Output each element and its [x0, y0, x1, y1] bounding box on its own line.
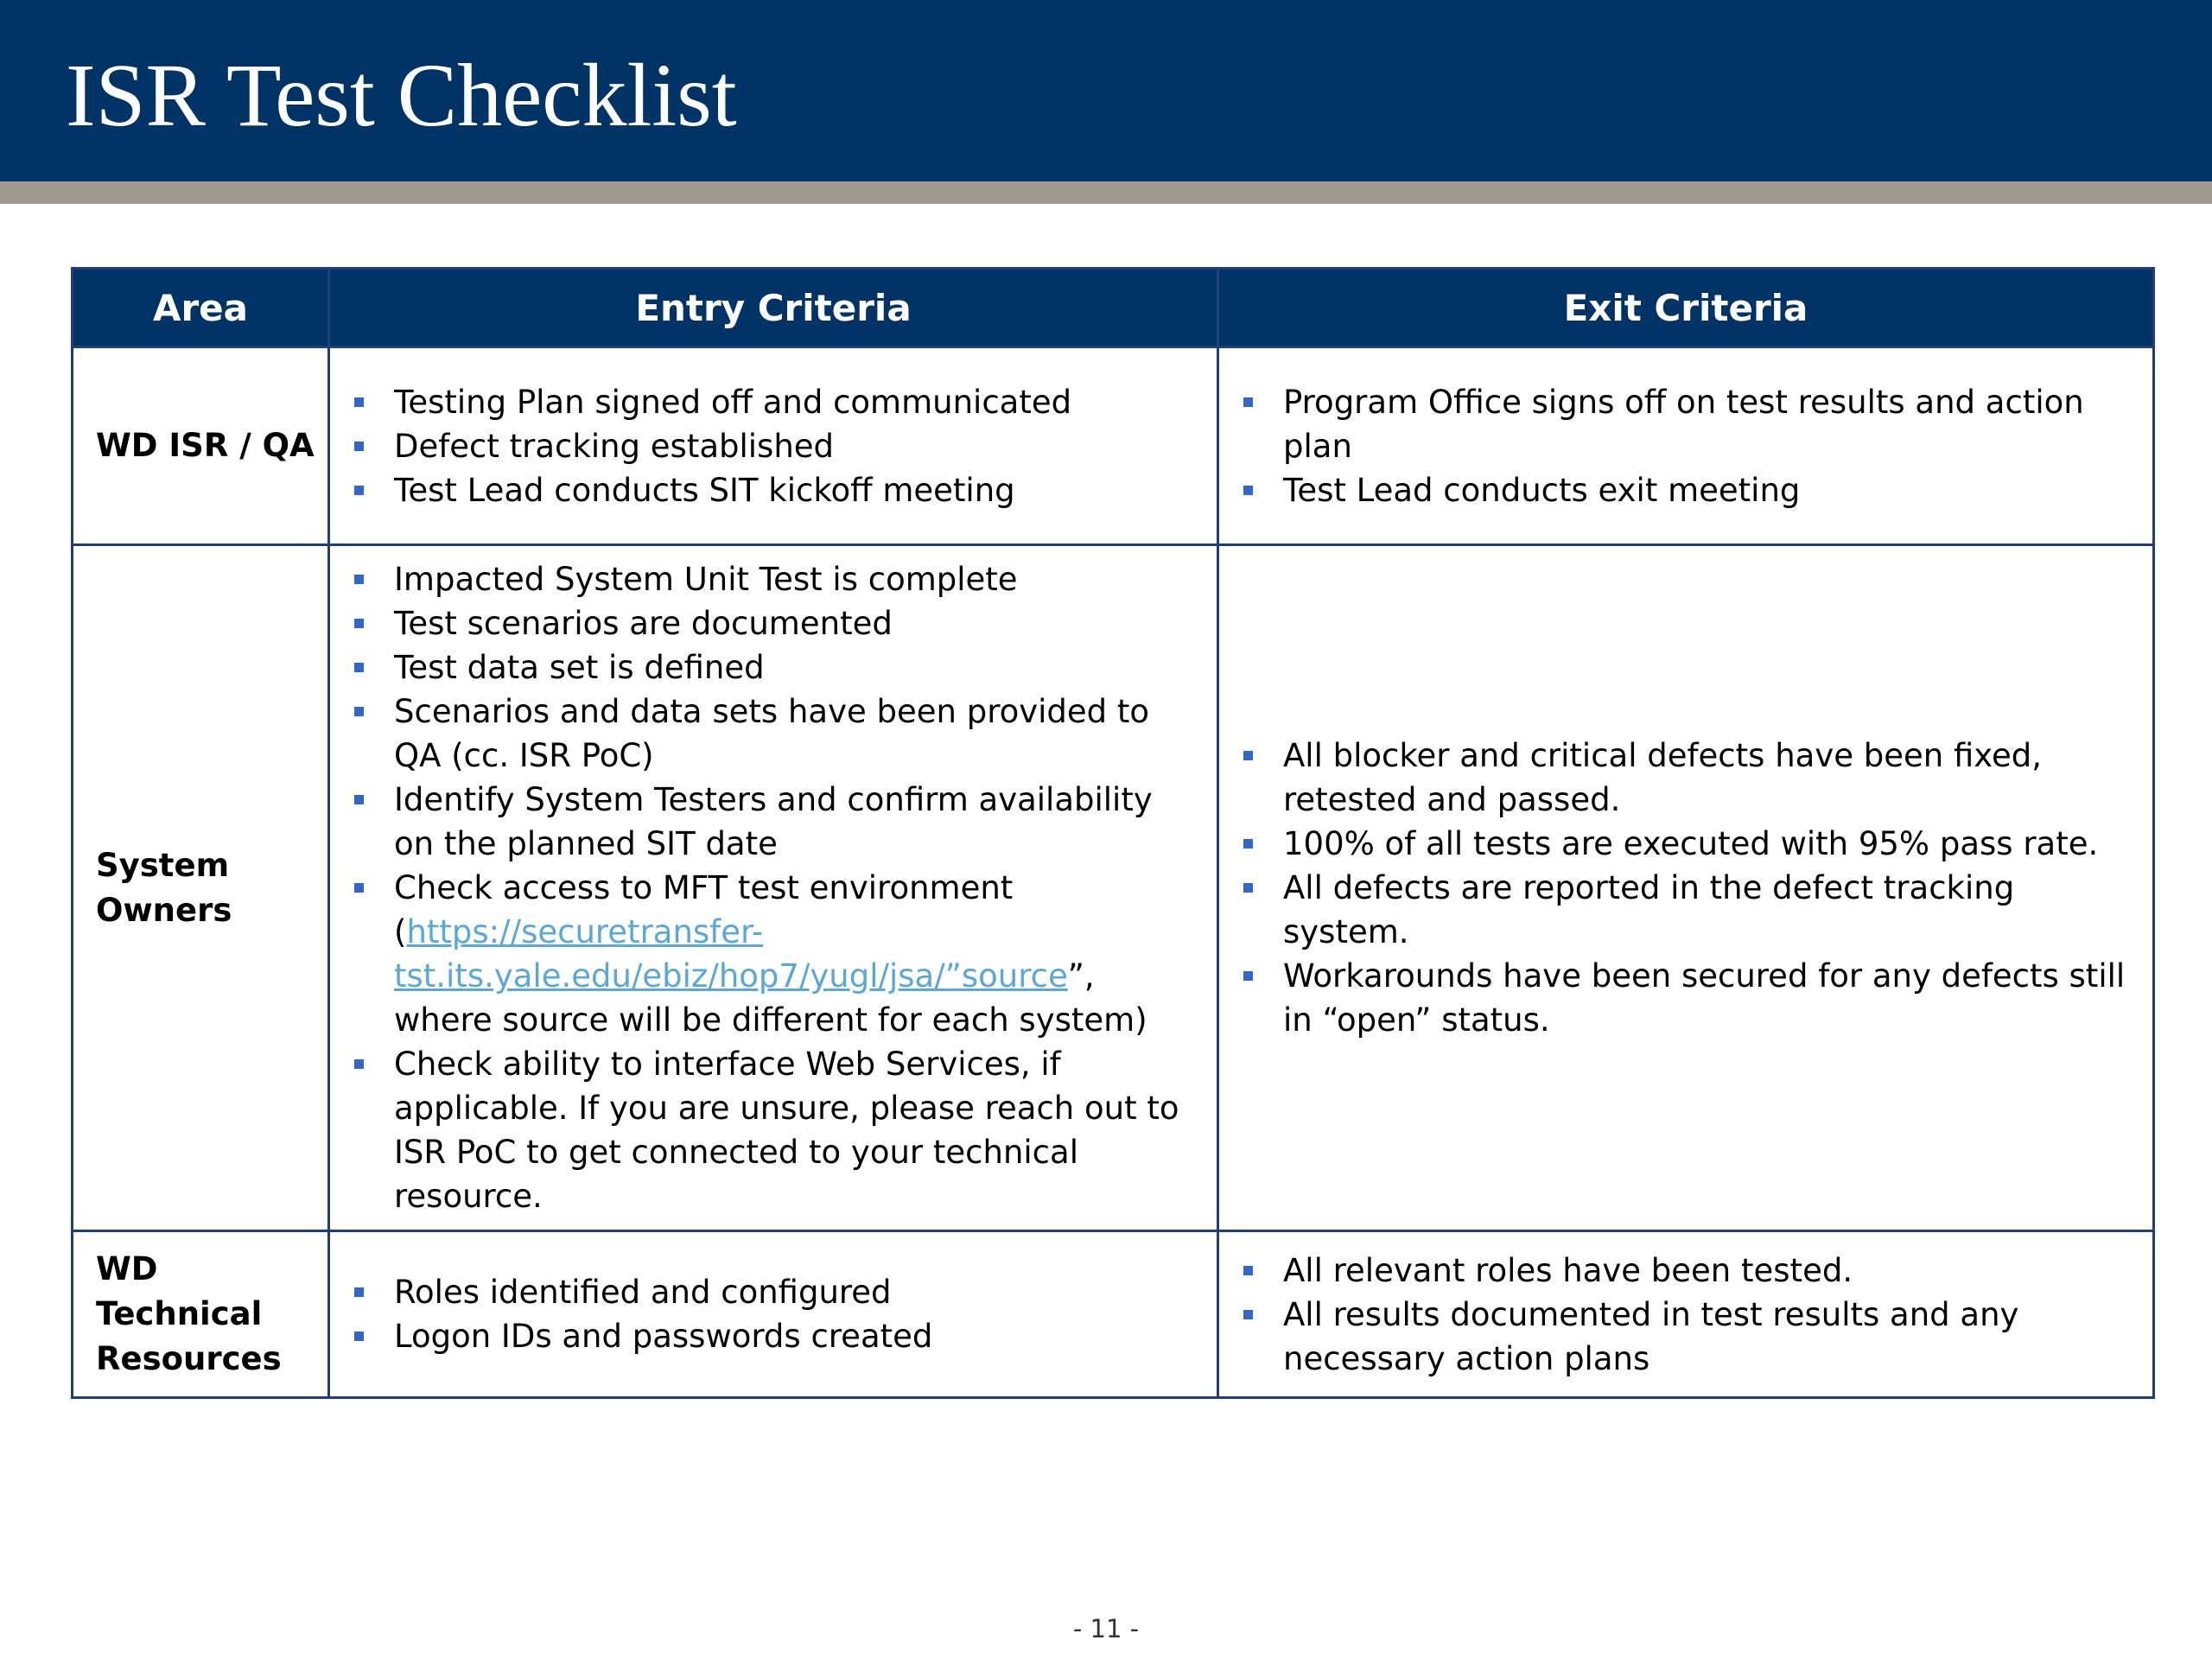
- list-item: [394, 601, 1199, 645]
- criterion-text: All relevant roles have been tested.: [1283, 1251, 1853, 1289]
- bullet-icon: [354, 1332, 364, 1341]
- bullet-icon: [354, 1287, 364, 1297]
- area-cell: [73, 1231, 329, 1398]
- bullet-icon: [354, 575, 364, 584]
- criterion-text: Test scenarios are documented: [394, 605, 893, 642]
- list-item: [1283, 1293, 2135, 1381]
- list-item: [1283, 866, 2135, 954]
- slide-title: ISR Test Checklist: [66, 46, 737, 145]
- bullet-icon: [1243, 1310, 1253, 1319]
- entry-criteria-cell: [329, 1231, 1218, 1398]
- list-item: [1283, 734, 2135, 822]
- criterion-text: Logon IDs and passwords created: [394, 1318, 933, 1355]
- exit-criteria-cell: [1218, 545, 2154, 1231]
- mft-environment-link[interactable]: https://securetransfer-tst.its.yale.edu/ebiz/hop7/yugl/jsa/”source: [394, 913, 1068, 995]
- entry-criteria-cell: [329, 545, 1218, 1231]
- list-item: [394, 424, 1199, 468]
- list-item: [394, 778, 1199, 866]
- criterion-text: Impacted System Unit Test is complete: [394, 561, 1018, 598]
- criterion-text: ”, where source will be different for each system): [394, 957, 1147, 1039]
- bullet-icon: [1243, 751, 1253, 760]
- header-area: Area: [73, 269, 329, 347]
- page-number: - 11 -: [1072, 1614, 1140, 1643]
- table-row: [73, 1231, 2154, 1398]
- area-label: WD Technical Resources: [96, 1250, 282, 1377]
- list-item: [394, 468, 1199, 512]
- criterion-text: All defects are reported in the defect tracking system.: [1283, 869, 2015, 950]
- criterion-text: Defect tracking established: [394, 427, 835, 465]
- bullet-icon: [1243, 397, 1253, 407]
- list-item: [394, 645, 1199, 690]
- list-item: [394, 690, 1199, 778]
- bullet-icon: [354, 795, 364, 804]
- bullet-icon: [354, 397, 364, 407]
- title-divider-stripe: [0, 181, 2212, 204]
- table-header-row: [73, 269, 2154, 347]
- bullet-icon: [354, 619, 364, 628]
- criterion-text: Test Lead conducts exit meeting: [1283, 471, 1801, 509]
- bullet-icon: [1243, 971, 1253, 981]
- header-exit-criteria: Exit Criteria: [1218, 269, 2154, 347]
- exit-criteria-cell: [1218, 347, 2154, 545]
- list-item: [1283, 1249, 2135, 1293]
- bullet-icon: [354, 707, 364, 716]
- list-item: [394, 1314, 1199, 1358]
- table-row: [73, 347, 2154, 545]
- list-item: [1283, 822, 2135, 866]
- list-item: [394, 380, 1199, 424]
- table-row: [73, 545, 2154, 1231]
- list-item: [394, 557, 1199, 601]
- criterion-text: Identify System Testers and confirm availability on the planned SIT date: [394, 781, 1153, 862]
- criterion-text: Test data set is defined: [394, 649, 765, 686]
- criterion-text: Test Lead conducts SIT kickoff meeting: [394, 471, 1015, 509]
- bullet-icon: [354, 442, 364, 451]
- entry-criteria-list: [330, 557, 1217, 1218]
- criterion-text: 100% of all tests are executed with 95% pass rate.: [1283, 825, 2099, 862]
- exit-criteria-list: [1219, 1249, 2152, 1381]
- exit-criteria-list: [1219, 734, 2152, 1042]
- checklist-table: [71, 267, 2155, 1399]
- criterion-text: Check access to MFT test environment (: [394, 869, 1014, 950]
- bullet-icon: [1243, 883, 1253, 893]
- criterion-text: Program Office signs off on test results and action plan: [1283, 383, 2084, 465]
- header-entry-criteria: Entry Criteria: [329, 269, 1218, 347]
- criterion-text: Workarounds have been secured for any defects still in “open” status.: [1283, 957, 2126, 1039]
- bullet-icon: [354, 663, 364, 672]
- list-item: [394, 866, 1199, 1042]
- criterion-text: Check ability to interface Web Services, if applicable. If you are unsure, please reach out to ISR PoC to get connected to your technical resource.: [394, 1046, 1179, 1215]
- bullet-icon: [1243, 486, 1253, 495]
- criterion-text: Roles identified and configured: [394, 1274, 892, 1311]
- bullet-icon: [354, 883, 364, 893]
- list-item: [394, 1042, 1199, 1218]
- area-cell: [73, 545, 329, 1231]
- area-cell: WD ISR / QA: [73, 347, 329, 545]
- list-item: [394, 1270, 1199, 1314]
- bullet-icon: [1243, 1266, 1253, 1275]
- entry-criteria-list: [330, 1270, 1217, 1358]
- entry-criteria-cell: [329, 347, 1218, 545]
- exit-criteria-cell: [1218, 1231, 2154, 1398]
- bullet-icon: [1243, 839, 1253, 849]
- criterion-text: Scenarios and data sets have been provided to QA (cc. ISR PoC): [394, 693, 1150, 774]
- title-bar: [0, 0, 2212, 181]
- bullet-icon: [354, 486, 364, 495]
- list-item: [1283, 380, 2135, 468]
- area-label: System Owners: [96, 846, 232, 929]
- exit-criteria-list: [1219, 380, 2152, 512]
- criterion-text: Testing Plan signed off and communicated: [394, 383, 1072, 421]
- criterion-text: All blocker and critical defects have been fixed, retested and passed.: [1283, 737, 2043, 818]
- list-item: [1283, 468, 2135, 512]
- criterion-text: All results documented in test results and any necessary action plans: [1283, 1295, 2019, 1377]
- entry-criteria-list: [330, 380, 1217, 512]
- bullet-icon: [354, 1059, 364, 1069]
- list-item: [1283, 954, 2135, 1042]
